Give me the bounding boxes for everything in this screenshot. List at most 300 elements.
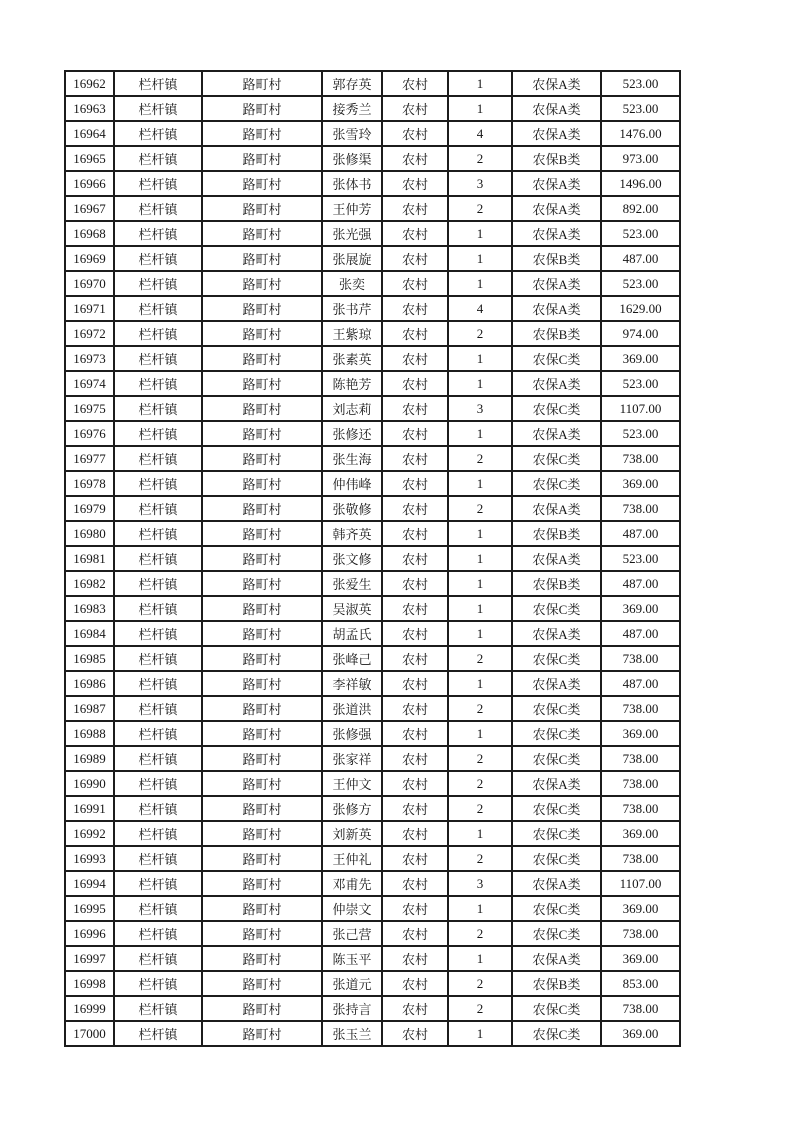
cell-town: 栏杆镇 (114, 546, 202, 571)
cell-town: 栏杆镇 (114, 671, 202, 696)
cell-town: 栏杆镇 (114, 396, 202, 421)
cell-insurance-category: 农保A类 (512, 621, 601, 646)
cell-amount: 523.00 (601, 371, 680, 396)
cell-amount: 1107.00 (601, 396, 680, 421)
cell-person-name: 王仲芳 (322, 196, 382, 221)
cell-village: 路町村 (202, 271, 322, 296)
table-row (65, 696, 680, 721)
cell-town: 栏杆镇 (114, 571, 202, 596)
cell-town: 栏杆镇 (114, 871, 202, 896)
cell-insurance-category: 农保C类 (512, 696, 601, 721)
cell-person-name: 胡孟氏 (322, 621, 382, 646)
table-row (65, 1021, 680, 1046)
cell-serial-number: 16969 (65, 246, 114, 271)
table-row (65, 121, 680, 146)
cell-village: 路町村 (202, 796, 322, 821)
cell-amount: 523.00 (601, 271, 680, 296)
cell-village: 路町村 (202, 621, 322, 646)
cell-residence-type: 农村 (382, 721, 448, 746)
cell-village: 路町村 (202, 171, 322, 196)
cell-village: 路町村 (202, 246, 322, 271)
cell-town: 栏杆镇 (114, 246, 202, 271)
cell-person-name: 张文修 (322, 546, 382, 571)
cell-person-name: 刘志莉 (322, 396, 382, 421)
cell-village: 路町村 (202, 146, 322, 171)
cell-town: 栏杆镇 (114, 746, 202, 771)
cell-person-count: 2 (448, 971, 512, 996)
table-row (65, 271, 680, 296)
cell-amount: 738.00 (601, 796, 680, 821)
cell-person-count: 2 (448, 146, 512, 171)
cell-residence-type: 农村 (382, 696, 448, 721)
cell-person-name: 邓甫先 (322, 871, 382, 896)
cell-residence-type: 农村 (382, 946, 448, 971)
table-row (65, 821, 680, 846)
cell-amount: 369.00 (601, 946, 680, 971)
cell-person-count: 1 (448, 521, 512, 546)
cell-town: 栏杆镇 (114, 96, 202, 121)
cell-amount: 738.00 (601, 446, 680, 471)
cell-town: 栏杆镇 (114, 271, 202, 296)
cell-insurance-category: 农保A类 (512, 871, 601, 896)
cell-person-name: 郭存英 (322, 71, 382, 96)
cell-serial-number: 16984 (65, 621, 114, 646)
cell-person-name: 张道元 (322, 971, 382, 996)
cell-insurance-category: 农保A类 (512, 546, 601, 571)
cell-serial-number: 16977 (65, 446, 114, 471)
cell-person-name: 张素英 (322, 346, 382, 371)
cell-insurance-category: 农保A类 (512, 221, 601, 246)
cell-serial-number: 16967 (65, 196, 114, 221)
cell-village: 路町村 (202, 396, 322, 421)
cell-village: 路町村 (202, 671, 322, 696)
cell-insurance-category: 农保C类 (512, 471, 601, 496)
cell-town: 栏杆镇 (114, 796, 202, 821)
cell-village: 路町村 (202, 121, 322, 146)
cell-person-count: 4 (448, 296, 512, 321)
cell-amount: 487.00 (601, 521, 680, 546)
cell-person-count: 1 (448, 1021, 512, 1046)
table-row (65, 521, 680, 546)
table-row (65, 896, 680, 921)
table-row (65, 546, 680, 571)
cell-residence-type: 农村 (382, 146, 448, 171)
cell-amount: 369.00 (601, 1021, 680, 1046)
cell-residence-type: 农村 (382, 871, 448, 896)
table-row (65, 446, 680, 471)
cell-village: 路町村 (202, 421, 322, 446)
cell-serial-number: 16985 (65, 646, 114, 671)
table-row (65, 921, 680, 946)
cell-town: 栏杆镇 (114, 121, 202, 146)
cell-insurance-category: 农保C类 (512, 746, 601, 771)
cell-town: 栏杆镇 (114, 221, 202, 246)
cell-amount: 523.00 (601, 221, 680, 246)
cell-town: 栏杆镇 (114, 946, 202, 971)
cell-residence-type: 农村 (382, 396, 448, 421)
cell-insurance-category: 农保C类 (512, 596, 601, 621)
cell-residence-type: 农村 (382, 571, 448, 596)
cell-serial-number: 17000 (65, 1021, 114, 1046)
cell-town: 栏杆镇 (114, 196, 202, 221)
cell-insurance-category: 农保A类 (512, 771, 601, 796)
cell-town: 栏杆镇 (114, 71, 202, 96)
cell-amount: 369.00 (601, 471, 680, 496)
table-row (65, 171, 680, 196)
cell-village: 路町村 (202, 896, 322, 921)
cell-serial-number: 16998 (65, 971, 114, 996)
cell-village: 路町村 (202, 846, 322, 871)
cell-amount: 738.00 (601, 696, 680, 721)
cell-town: 栏杆镇 (114, 171, 202, 196)
cell-person-name: 张家祥 (322, 746, 382, 771)
cell-person-name: 吴淑英 (322, 596, 382, 621)
cell-town: 栏杆镇 (114, 996, 202, 1021)
cell-person-name: 张道洪 (322, 696, 382, 721)
cell-person-name: 张书芹 (322, 296, 382, 321)
cell-insurance-category: 农保A类 (512, 496, 601, 521)
cell-amount: 369.00 (601, 821, 680, 846)
cell-person-count: 3 (448, 171, 512, 196)
cell-person-count: 1 (448, 546, 512, 571)
cell-village: 路町村 (202, 296, 322, 321)
cell-village: 路町村 (202, 596, 322, 621)
cell-amount: 369.00 (601, 346, 680, 371)
cell-insurance-category: 农保C类 (512, 346, 601, 371)
cell-serial-number: 16996 (65, 921, 114, 946)
cell-amount: 487.00 (601, 621, 680, 646)
cell-village: 路町村 (202, 871, 322, 896)
cell-person-name: 张修方 (322, 796, 382, 821)
cell-town: 栏杆镇 (114, 521, 202, 546)
cell-village: 路町村 (202, 546, 322, 571)
cell-village: 路町村 (202, 571, 322, 596)
cell-person-count: 1 (448, 571, 512, 596)
table-row (65, 471, 680, 496)
cell-insurance-category: 农保C类 (512, 846, 601, 871)
cell-insurance-category: 农保A类 (512, 196, 601, 221)
cell-insurance-category: 农保C类 (512, 821, 601, 846)
cell-person-count: 1 (448, 596, 512, 621)
cell-person-count: 2 (448, 796, 512, 821)
cell-residence-type: 农村 (382, 971, 448, 996)
cell-amount: 523.00 (601, 96, 680, 121)
table-row (65, 221, 680, 246)
cell-amount: 487.00 (601, 246, 680, 271)
table-row (65, 71, 680, 96)
records-table-body (65, 71, 680, 1046)
cell-town: 栏杆镇 (114, 921, 202, 946)
cell-amount: 738.00 (601, 746, 680, 771)
cell-person-count: 2 (448, 696, 512, 721)
cell-village: 路町村 (202, 996, 322, 1021)
cell-residence-type: 农村 (382, 321, 448, 346)
cell-person-count: 1 (448, 346, 512, 371)
cell-town: 栏杆镇 (114, 296, 202, 321)
cell-amount: 1476.00 (601, 121, 680, 146)
table-row (65, 771, 680, 796)
cell-village: 路町村 (202, 471, 322, 496)
cell-person-count: 2 (448, 746, 512, 771)
cell-amount: 738.00 (601, 996, 680, 1021)
cell-residence-type: 农村 (382, 646, 448, 671)
cell-insurance-category: 农保C类 (512, 996, 601, 1021)
cell-serial-number: 16979 (65, 496, 114, 521)
cell-amount: 523.00 (601, 71, 680, 96)
cell-village: 路町村 (202, 721, 322, 746)
cell-serial-number: 16974 (65, 371, 114, 396)
table-row (65, 721, 680, 746)
cell-village: 路町村 (202, 71, 322, 96)
cell-town: 栏杆镇 (114, 771, 202, 796)
cell-town: 栏杆镇 (114, 696, 202, 721)
table-row (65, 746, 680, 771)
cell-town: 栏杆镇 (114, 721, 202, 746)
cell-amount: 853.00 (601, 971, 680, 996)
cell-amount: 1496.00 (601, 171, 680, 196)
cell-serial-number: 16988 (65, 721, 114, 746)
cell-town: 栏杆镇 (114, 1021, 202, 1046)
cell-person-count: 1 (448, 246, 512, 271)
cell-serial-number: 16975 (65, 396, 114, 421)
table-row (65, 971, 680, 996)
cell-village: 路町村 (202, 696, 322, 721)
cell-insurance-category: 农保A类 (512, 671, 601, 696)
cell-amount: 523.00 (601, 421, 680, 446)
cell-person-name: 王紫琼 (322, 321, 382, 346)
cell-serial-number: 16980 (65, 521, 114, 546)
cell-town: 栏杆镇 (114, 346, 202, 371)
cell-insurance-category: 农保A类 (512, 96, 601, 121)
cell-serial-number: 16971 (65, 296, 114, 321)
cell-serial-number: 16976 (65, 421, 114, 446)
cell-person-name: 张奕 (322, 271, 382, 296)
cell-person-count: 3 (448, 871, 512, 896)
cell-village: 路町村 (202, 196, 322, 221)
cell-amount: 369.00 (601, 721, 680, 746)
table-row (65, 371, 680, 396)
cell-person-name: 韩齐英 (322, 521, 382, 546)
cell-serial-number: 16993 (65, 846, 114, 871)
cell-insurance-category: 农保A类 (512, 71, 601, 96)
cell-amount: 523.00 (601, 546, 680, 571)
table-row (65, 646, 680, 671)
cell-serial-number: 16986 (65, 671, 114, 696)
cell-residence-type: 农村 (382, 771, 448, 796)
cell-village: 路町村 (202, 971, 322, 996)
cell-residence-type: 农村 (382, 746, 448, 771)
cell-person-name: 仲伟峰 (322, 471, 382, 496)
cell-person-name: 张己营 (322, 921, 382, 946)
cell-serial-number: 16966 (65, 171, 114, 196)
cell-serial-number: 16997 (65, 946, 114, 971)
cell-village: 路町村 (202, 646, 322, 671)
table-row (65, 846, 680, 871)
table-row (65, 871, 680, 896)
cell-person-count: 1 (448, 271, 512, 296)
cell-person-count: 1 (448, 421, 512, 446)
cell-person-name: 张修强 (322, 721, 382, 746)
cell-amount: 369.00 (601, 596, 680, 621)
cell-person-count: 2 (448, 496, 512, 521)
cell-person-name: 张体书 (322, 171, 382, 196)
cell-amount: 1107.00 (601, 871, 680, 896)
cell-person-count: 2 (448, 846, 512, 871)
cell-village: 路町村 (202, 521, 322, 546)
cell-town: 栏杆镇 (114, 496, 202, 521)
cell-insurance-category: 农保B类 (512, 521, 601, 546)
cell-person-count: 1 (448, 896, 512, 921)
cell-person-name: 张峰己 (322, 646, 382, 671)
cell-person-name: 接秀兰 (322, 96, 382, 121)
cell-serial-number: 16973 (65, 346, 114, 371)
cell-person-name: 张展旋 (322, 246, 382, 271)
table-row (65, 321, 680, 346)
cell-town: 栏杆镇 (114, 446, 202, 471)
cell-serial-number: 16963 (65, 96, 114, 121)
cell-insurance-category: 农保C类 (512, 796, 601, 821)
cell-residence-type: 农村 (382, 496, 448, 521)
cell-person-count: 1 (448, 96, 512, 121)
cell-person-count: 2 (448, 196, 512, 221)
cell-village: 路町村 (202, 321, 322, 346)
cell-residence-type: 农村 (382, 271, 448, 296)
cell-serial-number: 16990 (65, 771, 114, 796)
cell-person-name: 陈玉平 (322, 946, 382, 971)
cell-serial-number: 16999 (65, 996, 114, 1021)
cell-person-count: 1 (448, 621, 512, 646)
cell-insurance-category: 农保B类 (512, 146, 601, 171)
cell-person-count: 1 (448, 221, 512, 246)
cell-serial-number: 16964 (65, 121, 114, 146)
cell-person-count: 2 (448, 646, 512, 671)
cell-residence-type: 农村 (382, 1021, 448, 1046)
cell-insurance-category: 农保C类 (512, 921, 601, 946)
cell-residence-type: 农村 (382, 96, 448, 121)
cell-town: 栏杆镇 (114, 596, 202, 621)
cell-person-count: 1 (448, 371, 512, 396)
cell-insurance-category: 农保A类 (512, 296, 601, 321)
table-row (65, 246, 680, 271)
cell-amount: 487.00 (601, 571, 680, 596)
cell-residence-type: 农村 (382, 796, 448, 821)
cell-amount: 1629.00 (601, 296, 680, 321)
cell-person-name: 张修渠 (322, 146, 382, 171)
cell-serial-number: 16978 (65, 471, 114, 496)
cell-person-count: 2 (448, 996, 512, 1021)
cell-person-name: 张生海 (322, 446, 382, 471)
cell-village: 路町村 (202, 496, 322, 521)
cell-village: 路町村 (202, 96, 322, 121)
cell-person-name: 张玉兰 (322, 1021, 382, 1046)
cell-residence-type: 农村 (382, 71, 448, 96)
table-row (65, 496, 680, 521)
cell-village: 路町村 (202, 221, 322, 246)
cell-serial-number: 16970 (65, 271, 114, 296)
cell-person-count: 1 (448, 671, 512, 696)
cell-amount: 738.00 (601, 846, 680, 871)
cell-insurance-category: 农保A类 (512, 271, 601, 296)
cell-village: 路町村 (202, 946, 322, 971)
cell-village: 路町村 (202, 746, 322, 771)
cell-person-name: 刘新英 (322, 821, 382, 846)
cell-insurance-category: 农保C类 (512, 1021, 601, 1046)
cell-person-name: 张雪玲 (322, 121, 382, 146)
cell-residence-type: 农村 (382, 521, 448, 546)
cell-town: 栏杆镇 (114, 421, 202, 446)
cell-village: 路町村 (202, 921, 322, 946)
cell-person-count: 2 (448, 771, 512, 796)
cell-insurance-category: 农保B类 (512, 246, 601, 271)
cell-village: 路町村 (202, 771, 322, 796)
cell-town: 栏杆镇 (114, 646, 202, 671)
cell-residence-type: 农村 (382, 296, 448, 321)
cell-insurance-category: 农保C类 (512, 396, 601, 421)
cell-serial-number: 16991 (65, 796, 114, 821)
cell-serial-number: 16987 (65, 696, 114, 721)
cell-village: 路町村 (202, 1021, 322, 1046)
cell-serial-number: 16989 (65, 746, 114, 771)
table-row (65, 621, 680, 646)
cell-insurance-category: 农保B类 (512, 971, 601, 996)
cell-village: 路町村 (202, 446, 322, 471)
cell-serial-number: 16972 (65, 321, 114, 346)
cell-town: 栏杆镇 (114, 971, 202, 996)
cell-insurance-category: 农保C类 (512, 896, 601, 921)
cell-amount: 892.00 (601, 196, 680, 221)
cell-person-name: 张修还 (322, 421, 382, 446)
cell-residence-type: 农村 (382, 546, 448, 571)
cell-amount: 738.00 (601, 921, 680, 946)
cell-insurance-category: 农保C类 (512, 446, 601, 471)
table-row (65, 671, 680, 696)
cell-person-count: 3 (448, 396, 512, 421)
cell-town: 栏杆镇 (114, 621, 202, 646)
cell-residence-type: 农村 (382, 821, 448, 846)
cell-person-name: 王仲文 (322, 771, 382, 796)
cell-town: 栏杆镇 (114, 821, 202, 846)
cell-town: 栏杆镇 (114, 846, 202, 871)
cell-amount: 738.00 (601, 496, 680, 521)
cell-person-count: 1 (448, 946, 512, 971)
cell-residence-type: 农村 (382, 171, 448, 196)
cell-town: 栏杆镇 (114, 321, 202, 346)
cell-person-name: 张爱生 (322, 571, 382, 596)
cell-residence-type: 农村 (382, 621, 448, 646)
cell-serial-number: 16962 (65, 71, 114, 96)
cell-amount: 973.00 (601, 146, 680, 171)
table-row (65, 571, 680, 596)
table-row (65, 296, 680, 321)
cell-residence-type: 农村 (382, 671, 448, 696)
cell-person-count: 2 (448, 921, 512, 946)
cell-insurance-category: 农保B类 (512, 321, 601, 346)
cell-village: 路町村 (202, 371, 322, 396)
cell-insurance-category: 农保C类 (512, 721, 601, 746)
cell-serial-number: 16981 (65, 546, 114, 571)
table-row (65, 596, 680, 621)
table-row (65, 396, 680, 421)
cell-residence-type: 农村 (382, 371, 448, 396)
cell-person-name: 陈艳芳 (322, 371, 382, 396)
records-table (64, 70, 681, 1047)
cell-residence-type: 农村 (382, 596, 448, 621)
cell-person-name: 张敬修 (322, 496, 382, 521)
cell-residence-type: 农村 (382, 846, 448, 871)
cell-serial-number: 16983 (65, 596, 114, 621)
cell-amount: 738.00 (601, 771, 680, 796)
cell-residence-type: 农村 (382, 121, 448, 146)
